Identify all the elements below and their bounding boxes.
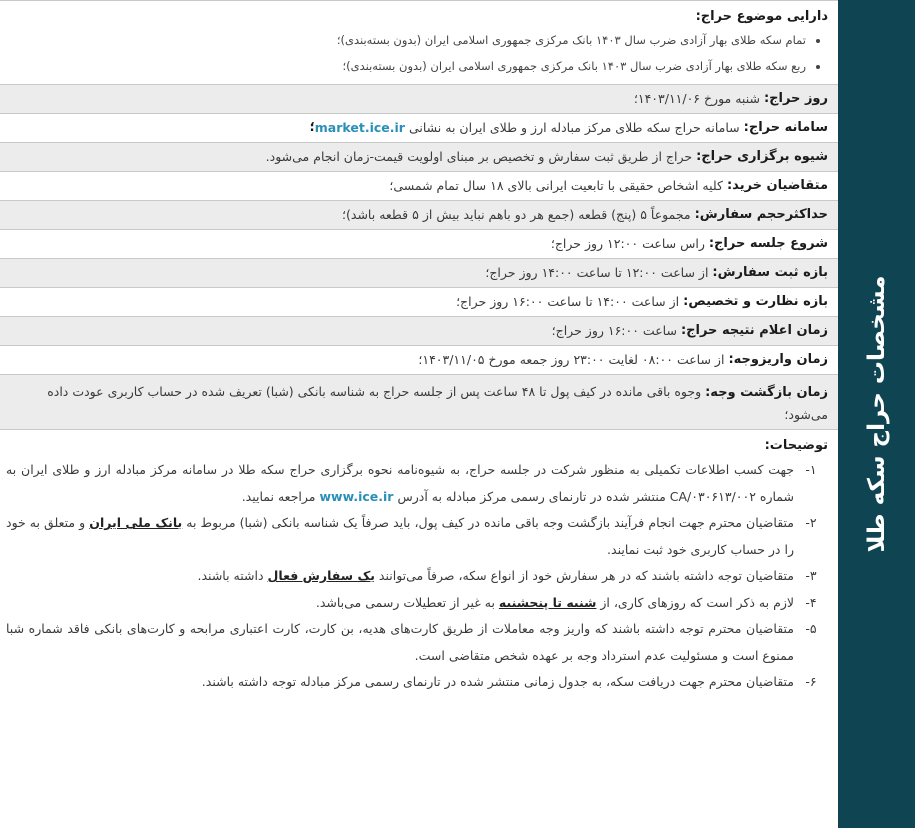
supervision-label: بازه نظارت و تخصیص: bbox=[683, 294, 828, 309]
method-value: حراج از طریق ثبت سفارش و تخصیص بر مبنای اولویت قیمت-زمان انجام می‌شود. bbox=[265, 149, 693, 164]
system-suffix: ؛ bbox=[309, 120, 315, 135]
row-refund bbox=[0, 375, 838, 430]
assets-list bbox=[6, 27, 828, 79]
note-item bbox=[6, 510, 828, 563]
emphasis-active-order: یک سفارش فعال bbox=[267, 568, 375, 583]
sidebar bbox=[838, 0, 915, 828]
note-text: متقاضیان محترم توجه داشته باشند که واریز وجه معاملات از طریق کارت‌های هدیه، بن کارت، کارت اعتباری مرابحه و کارت‌های بانکی فاقد شماره شبا ممنوع است و مسئولیت عدم استرداد وجه بر عهده شخص متقاضی است. bbox=[6, 621, 794, 663]
note-number: ۱- bbox=[805, 462, 817, 477]
note-item bbox=[6, 563, 828, 590]
ice-link[interactable]: www.ice.ir bbox=[319, 488, 394, 504]
refund-value: وجوه باقی مانده در کیف پول تا ۴۸ ساعت پس از جلسه حراج به شناسه بانکی (شبا) تعریف شده در حساب کاربری عودت داده می‌شود؛ bbox=[47, 384, 828, 422]
note-item bbox=[6, 669, 828, 696]
max-order-value: مجموعاً ۵ (پنج) قطعه (جمع هر دو باهم نباید بیش از ۵ قطعه باشد)؛ bbox=[342, 207, 691, 222]
note-number: ۲- bbox=[805, 515, 817, 530]
row-day bbox=[0, 85, 838, 114]
day-label: روز حراج: bbox=[763, 91, 828, 106]
note-text: متقاضیان توجه داشته باشند که در هر سفارش خود از انواع سکه، صرفاً می‌توانند یک سفارش فعال داشته باشند. bbox=[197, 568, 794, 583]
asset-item: • تمام سکه طلای بهار آزادی ضرب سال ۱۴۰۳ بانک مرکزی جمهوری اسلامی ایران (بدون بسته‌بندی)؛ bbox=[6, 27, 806, 53]
result-value: ساعت ۱۶:۰۰ روز حراج؛ bbox=[551, 323, 677, 338]
row-payment bbox=[0, 346, 838, 375]
note-number: ۵- bbox=[805, 621, 817, 636]
session-start-label: شروع جلسه حراج: bbox=[708, 236, 828, 251]
note-number: ۶- bbox=[805, 674, 817, 689]
method-label: شیوه برگزاری حراج: bbox=[696, 149, 828, 164]
order-window-label: بازه ثبت سفارش: bbox=[712, 265, 828, 280]
session-start-value: راس ساعت ۱۲:۰۰ روز حراج؛ bbox=[550, 236, 705, 251]
row-supervision bbox=[0, 288, 838, 317]
row-system bbox=[0, 114, 838, 143]
row-buyers bbox=[0, 172, 838, 201]
row-order-window bbox=[0, 259, 838, 288]
emphasis-bank: بانک ملی ایران bbox=[89, 515, 183, 530]
market-link[interactable]: market.ice.ir bbox=[314, 120, 405, 135]
note-number: ۴- bbox=[805, 594, 817, 610]
note-text: متقاضیان محترم جهت انجام فرآیند بازگشت وجه باقی مانده در کیف پول، باید صرفاً یک شناسه بانکی (شبا) مربوط به بانک ملی ایران و متعلق به خود را در حساب کاربری خود ثبت نمایند. bbox=[6, 515, 794, 557]
assets-label: دارایی موضوع حراج: bbox=[695, 9, 828, 24]
notes-list bbox=[6, 457, 828, 696]
note-text: متقاضیان محترم جهت دریافت سکه، به جدول زمانی منتشر شده در تارنمای رسمی مرکز مبادله توجه داشته باشند. bbox=[201, 674, 794, 689]
row-method bbox=[0, 143, 838, 172]
note-number: ۳- bbox=[805, 568, 817, 583]
note-item bbox=[6, 457, 828, 510]
order-window-value: از ساعت ۱۲:۰۰ تا ساعت ۱۴:۰۰ روز حراج؛ bbox=[485, 265, 709, 280]
row-result bbox=[0, 317, 838, 346]
note-item bbox=[6, 590, 828, 617]
system-value: سامانه حراج سکه طلای مرکز مبادله ارز و طلای ایران به نشانی bbox=[408, 120, 740, 135]
system-label: سامانه حراج: bbox=[743, 120, 828, 135]
note-text: جهت کسب اطلاعات تکمیلی به منظور شرکت در جلسه حراج، به شیوه‌نامه نحوه برگزاری حراج سکه طلا در سامانه مرکز مبادله ارز و طلای ایران به شماره CA/۰۳۰۶۱۳/۰۰۲ منتشر شده در تارنمای رسمی مرکز مبادله به آدرس www.ice.ir مراجعه نمایید. bbox=[6, 462, 794, 504]
result-label: زمان اعلام نتیجه حراج: bbox=[680, 323, 828, 338]
emphasis-workdays: شنبه تا پنجشنبه bbox=[498, 594, 597, 610]
row-assets bbox=[0, 0, 838, 85]
buyers-value: کلیه اشخاص حقیقی با تابعیت ایرانی بالای ۱۸ سال تمام شمسی؛ bbox=[389, 178, 723, 193]
row-max-order bbox=[0, 201, 838, 230]
payment-value: از ساعت ۰۸:۰۰ لغایت ۲۳:۰۰ روز جمعه مورخ ۱۴۰۳/۱۱/۰۵؛ bbox=[418, 352, 725, 367]
supervision-value: از ساعت ۱۴:۰۰ تا ساعت ۱۶:۰۰ روز حراج؛ bbox=[456, 294, 680, 309]
note-item bbox=[6, 616, 828, 669]
max-order-label: حداکثرحجم سفارش: bbox=[694, 207, 828, 222]
refund-label: زمان بازگشت وجه: bbox=[705, 385, 828, 400]
row-notes bbox=[0, 430, 838, 696]
notes-label: توضیحات: bbox=[764, 438, 828, 453]
buyers-label: متقاضیان خرید: bbox=[726, 178, 828, 193]
asset-item: • ربع سکه طلای بهار آزادی ضرب سال ۱۴۰۳ بانک مرکزی جمهوری اسلامی ایران (بدون بسته‌بندی)؛ bbox=[6, 53, 806, 79]
payment-label: زمان واریزوجه: bbox=[728, 352, 828, 367]
sidebar-title: مشخصات حراج سکه طلا bbox=[863, 275, 890, 553]
note-text: لازم به ذکر است که روزهای کاری، از شنبه تا پنجشنبه به غیر از تعطیلات رسمی می‌باشد. bbox=[315, 594, 794, 610]
day-value: شنبه مورخ ۱۴۰۳/۱۱/۰۶؛ bbox=[633, 91, 760, 106]
row-session-start bbox=[0, 230, 838, 259]
